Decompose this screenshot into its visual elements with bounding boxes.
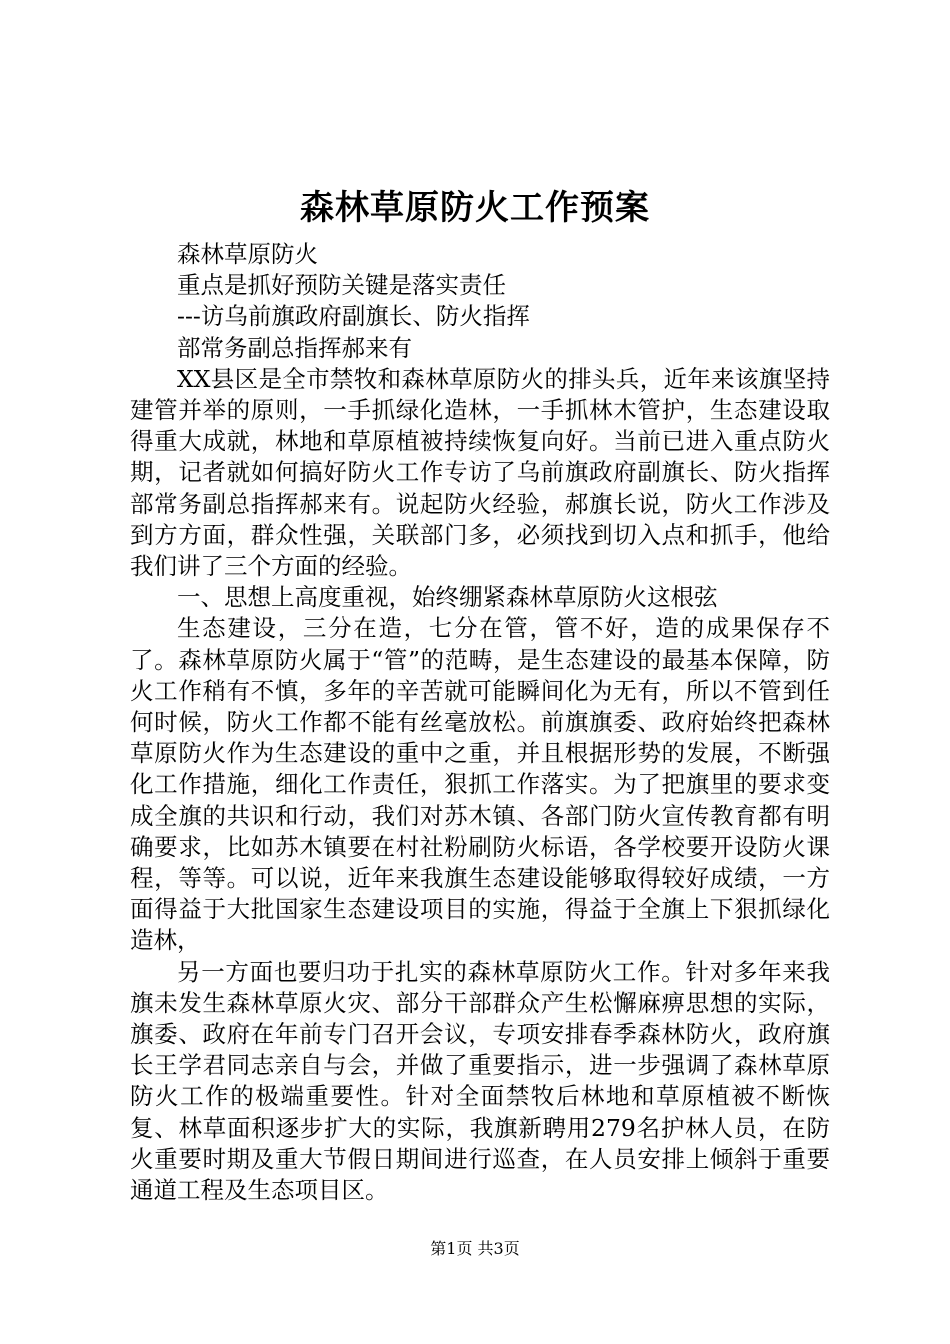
page-footer: 第1页 共3页 [430, 1239, 520, 1258]
body-paragraph: 森林草原防火 [177, 240, 318, 268]
body-paragraph: 另一方面也要归功于扎实的森林草原防火工作。针对多年来我旗未发生森林草原火灾、部分干部群众产生松懈麻痹思想的实际，旗委、政府在年前专门召开会议，专项安排春季森林防火，政府旗长王学君同志亲自与会，并做了重要指示，进一步强调了森林草原防火工作的极端重要性。针对全面禁牧后林地和草原植被不断恢复、林草面积逐步扩大的实际，我旗新聘用279名护林人员，在防火重要时期及重大节假日期间进行巡查，在人员安排上倾斜于重要通道工程及生态项目区。 [130, 957, 830, 1205]
body-paragraph: 部常务副总指挥郝来有 [177, 333, 412, 362]
section-heading: 一、思想上高度重视，始终绷紧森林草原防火这根弦 [177, 583, 718, 612]
body-paragraph: 生态建设，三分在造，七分在管，管不好，造的成果保存不了。森林草原防火属于“管”的范畴，是生态建设的最基本保障，防火工作稍有不慎，多年的辛苦就可能瞬间化为无有，所以不管到任何时候，防火工作都不能有丝毫放松。前旗旗委、政府始终把森林草原防火作为生态建设的重中之重，并且根据形势的发展，不断强化工作措施，细化工作责任，狠抓工作落实。为了把旗里的要求变成全旗的共识和行动，我们对苏木镇、各部门防火宣传教育都有明确要求，比如苏木镇要在村社粉刷防火标语，各学校要开设防火课程，等等。可以说，近年来我旗生态建设能够取得较好成绩，一方面得益于大批国家生态建设项目的实施，得益于全旗上下狠抓绿化造林， [130, 614, 830, 955]
document-body [130, 239, 830, 1206]
body-paragraph: ---访乌前旗政府副旗长、防火指挥 [177, 302, 530, 331]
document-title: 森林草原防火工作预案 [300, 188, 650, 228]
body-paragraph: 重点是抓好预防关键是落实责任 [177, 271, 506, 300]
body-paragraph: XX县区是全市禁牧和森林草原防火的排头兵，近年来该旗坚持建管并举的原则，一手抓绿化造林，一手抓林木管护，生态建设取得重大成就，林地和草原植被持续恢复向好。当前已进入重点防火期，记者就如何搞好防火工作专访了乌前旗政府副旗长、防火指挥部常务副总指挥郝来有。说起防火经验，郝旗长说，防火工作涉及到方方面，群众性强，关联部门多，必须找到切入点和抓手，他给我们讲了三个方面的经验。 [130, 364, 830, 581]
